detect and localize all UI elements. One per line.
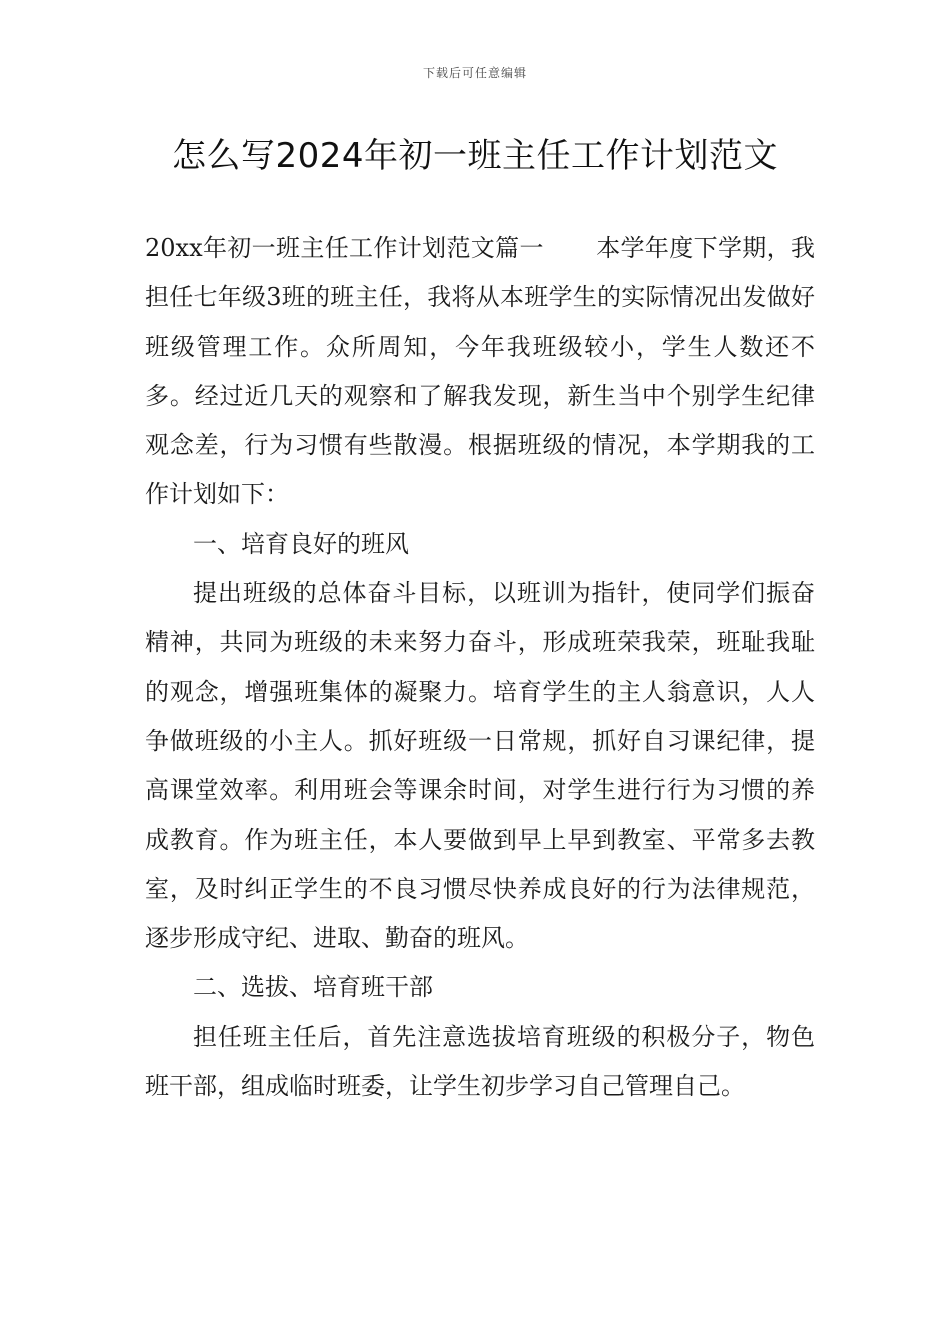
header-note: 下载后可任意编辑 [422, 66, 527, 80]
intro-lead: 20xx年初一班主任工作计划范文篇一 [145, 234, 544, 262]
document-body [145, 224, 815, 1111]
section-paragraph-2: 担任班主任后，首先注意选拔培育班级的积极分子，物色班干部，组成临时班委，让学生初步学习自己管理自己。 [145, 1022, 815, 1101]
intro-rest: 本学年度下学期，我担任七年级3班的班主任，我将从本班学生的实际情况出发做好班级管理工作。众所周知，今年我班级较小，学生人数还不多。经过近几天的观察和了解我发现，新生当中个别学生纪律观念差，行为习惯有些散漫。根据班级的情况，本学期我的工作计划如下： [145, 234, 816, 509]
section-heading-2: 二、选拔、培育班干部 [193, 973, 433, 1002]
document-title: 怎么写2024年初一班主任工作计划范文 [171, 136, 779, 176]
intro-paragraph [145, 224, 815, 520]
section-heading-1: 一、培育良好的班风 [193, 529, 409, 558]
section-paragraph-1: 提出班级的总体奋斗目标，以班训为指针，使同学们振奋精神，共同为班级的未来努力奋斗，形成班荣我荣，班耻我耻的观念，增强班集体的凝聚力。培育学生的主人翁意识，人人争做班级的小主人。抓好班级一日常规，抓好自习课纪律，提高课堂效率。利用班会等课余时间，对学生进行行为习惯的养成教育。作为班主任，本人要做到早上早到教室、平常多去教室，及时纠正学生的不良习惯尽快养成良好的行为法律规范，逐步形成守纪、进取、勤奋的班风。 [145, 579, 815, 953]
